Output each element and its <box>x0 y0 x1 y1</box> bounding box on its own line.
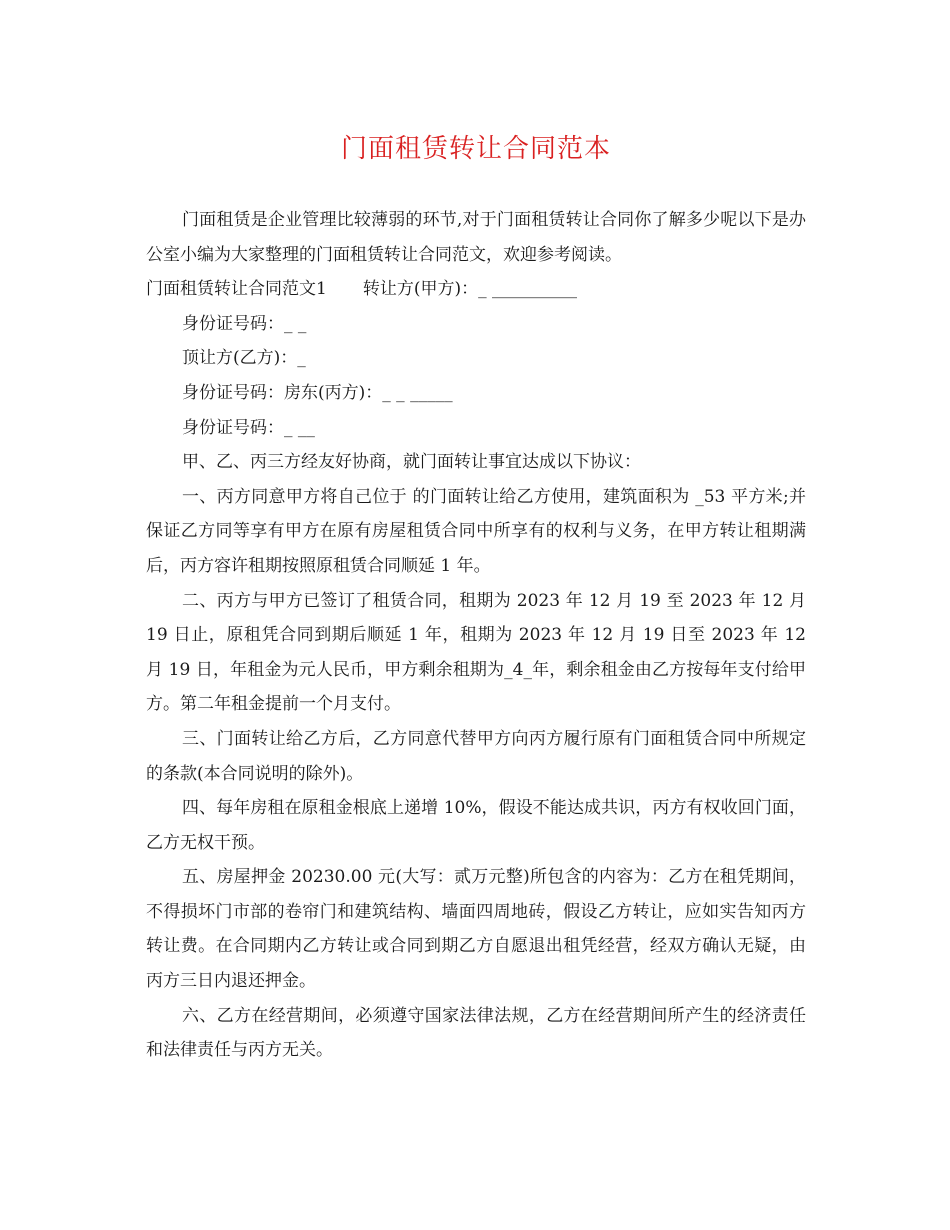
clause-3: 三、门面转让给乙方后，乙方同意代替甲方向丙方履行原有门面租赁合同中所规定的条款(本合同说明的除外)。 <box>146 728 806 784</box>
clause-6: 六、乙方在经营期间，必须遵守国家法律法规，乙方在经营期间所产生的经济责任和法律责任与丙方无关。 <box>146 1005 806 1061</box>
agreement-lead: 甲、乙、丙三方经友好协商，就门面转让事宜达成以下协议： <box>182 452 641 473</box>
clause-1: 一、丙方同意甲方将自己位于 的门面转让给乙方使用，建筑面积为 _53 平方米;并保证乙方同等享有甲方在原有房屋租赁合同中所享有的权利与义务，在甲方转让租期满后，丙方容许租期按照原租赁合同顺延 1 年。 <box>146 486 806 576</box>
clause-5: 五、房屋押金 20230.00 元(大写：贰万元整)所包含的内容为：乙方在租凭期间，不得损坏门市部的卷帘门和建筑结构、墙面四周地砖，假设乙方转让，应如实告知丙方转让费。在合同期内乙方转让或合同到期乙方自愿退出租凭经营，经双方确认无疑，由丙方三日内退还押金。 <box>146 867 806 992</box>
document-title: 门面租赁转让合同范本 <box>340 134 611 164</box>
transferor-line: 转让方(甲方)：_ __________ <box>362 279 577 300</box>
sample-line <box>146 272 806 307</box>
id-c-line: 身份证号码：_ __ <box>182 417 315 438</box>
intro-paragraph: 门面租赁是企业管理比较薄弱的环节,对于门面租赁转让合同你了解多少呢以下是办公室小编为大家整理的门面租赁转让合同范文，欢迎参考阅读。 <box>146 210 806 265</box>
id-a-line: 身份证号码：_ _ <box>182 313 307 334</box>
clause-2: 二、丙方与甲方已签订了租赁合同，租期为 2023 年 12 月 19 至 2023 年 12 月 19 日止，原租凭合同到期后顺延 1 年，租期为 2023 年 12 月 19 日至 2023 年 12 月 19 日，年租金为元人民币，甲方剩余租期为_4_年，剩余租金由乙方按每年支付给甲方。第二年租金提前一个月支付。 <box>146 590 806 715</box>
sample-label: 门面租赁转让合同范文1 <box>146 279 327 300</box>
clause-4: 四、每年房租在原租金根底上递增 10%，假设不能达成共识，丙方有权收回门面，乙方无权干预。 <box>146 798 806 853</box>
document-body <box>146 203 806 1068</box>
id-b-landlord-line: 身份证号码：房东(丙方)：_ _ _____ <box>182 382 453 403</box>
transferee-line: 顶让方(乙方)：_ <box>182 348 306 369</box>
